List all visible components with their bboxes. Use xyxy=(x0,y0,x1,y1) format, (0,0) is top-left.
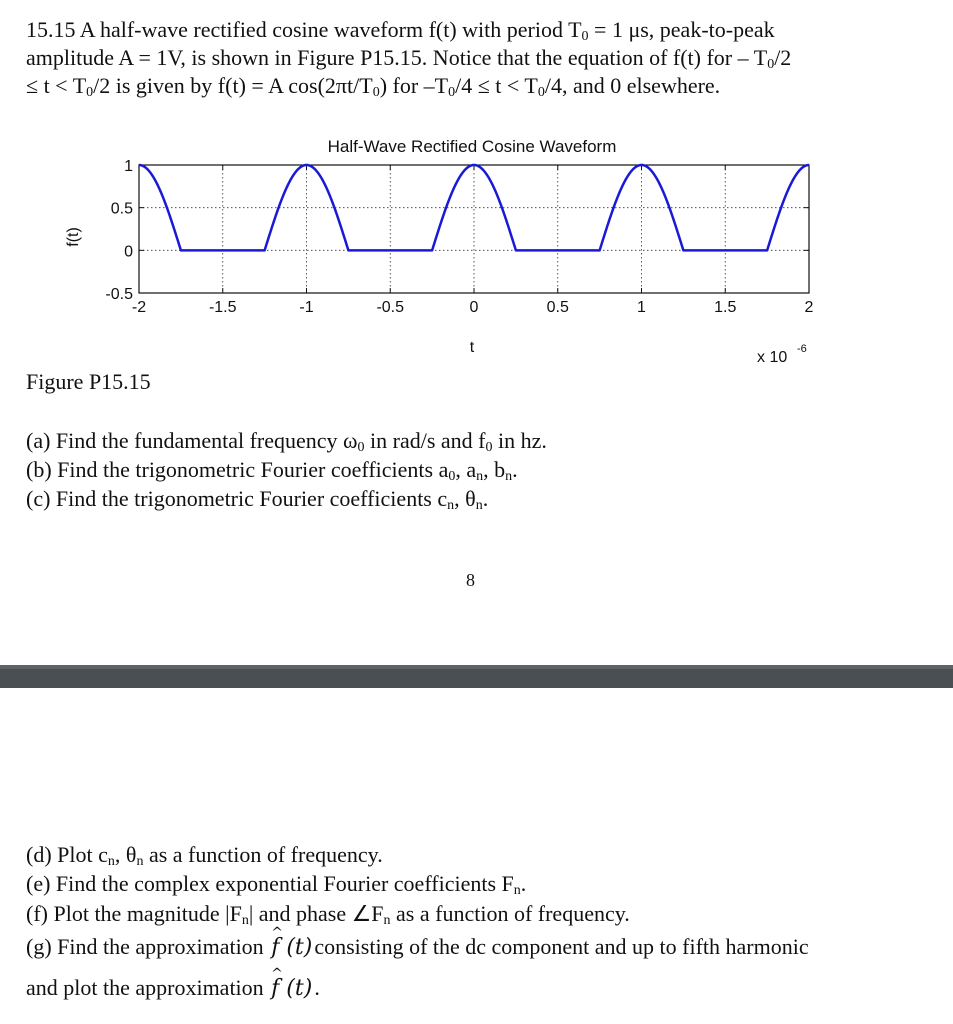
y-tick-label: 1 xyxy=(124,158,133,175)
f-hat-function: ^ f (t) xyxy=(269,934,314,961)
x-tick-label: -2 xyxy=(131,299,147,316)
page-number: 8 xyxy=(466,570,475,590)
problem-line-2: amplitude A = 1V, is shown in Figure P15.15. Notice that the equation of f(t) for – $T_0/2$ xyxy=(26,45,792,72)
problem-line-3: ≤ $t < T_0/2$ is given by f(t) = A $\cos(2\pi t/T_0)$ for $-T_0/4 \le t < T_0/4$, and 0 elsewhere. xyxy=(26,73,721,100)
question-d: (d) Plot $c_n$, $\theta_n$ as a function of frequency. xyxy=(26,842,383,869)
y-tick-label: 0 xyxy=(124,243,133,261)
x-tick-label: 0 xyxy=(469,299,479,316)
x-tick-label: -0.5 xyxy=(376,299,405,316)
problem-line-1: 15.15 A half-wave rectified cosine waveform f(t) with period $T_0 = 1$ μs, peak-to-peak xyxy=(26,17,775,44)
question-a: (a) Find the fundamental frequency $\omega_0$ in rad/s and $f_0$ in hz. xyxy=(26,428,547,455)
figure-caption: Figure P15.15 xyxy=(26,369,151,394)
x-multiplier-exponent: -6 xyxy=(797,343,807,355)
question-e: (e) Find the complex exponential Fourier coefficients $F_n$. xyxy=(26,871,527,898)
question-c: (c) Find the trigonometric Fourier coefficients $c_n$, $\theta_n$. xyxy=(26,486,489,513)
y-axis-label: f(t) xyxy=(65,227,82,247)
x-tick-label: 1 xyxy=(637,299,646,316)
question-f: (f) Plot the magnitude $|F_n|$ and phase $\angle F_n$ as a function of frequency. xyxy=(26,901,630,928)
x-tick-label: -1.5 xyxy=(208,299,237,316)
x-tick-label: 2 xyxy=(804,299,814,316)
x-multiplier: x 10 xyxy=(757,349,788,366)
x-tick-label: -1 xyxy=(299,299,314,316)
question-b: (b) Find the trigonometric Fourier coefficients $a_0$, $a_n$, $b_n$. xyxy=(26,457,518,484)
question-g-line-2: and plot the approximation ^ f (t). xyxy=(26,974,320,1002)
x-tick-label: 1.5 xyxy=(714,299,737,316)
y-tick-label: 0.5 xyxy=(110,200,133,218)
chart-title: Half-Wave Rectified Cosine Waveform xyxy=(327,137,617,156)
question-g-line-1: (g) Find the approximation ^ f (t)consisting of the dc component and up to fifth harmonic xyxy=(26,933,809,961)
x-axis-label: t xyxy=(469,339,475,356)
x-tick-label: 0.5 xyxy=(546,299,569,316)
problem-statement xyxy=(26,16,931,100)
page-divider-highlight xyxy=(0,665,953,669)
f-hat-function-2: ^ f (t) xyxy=(269,975,314,1002)
y-tick-label: -0.5 xyxy=(105,286,133,303)
waveform-chart xyxy=(0,125,953,375)
